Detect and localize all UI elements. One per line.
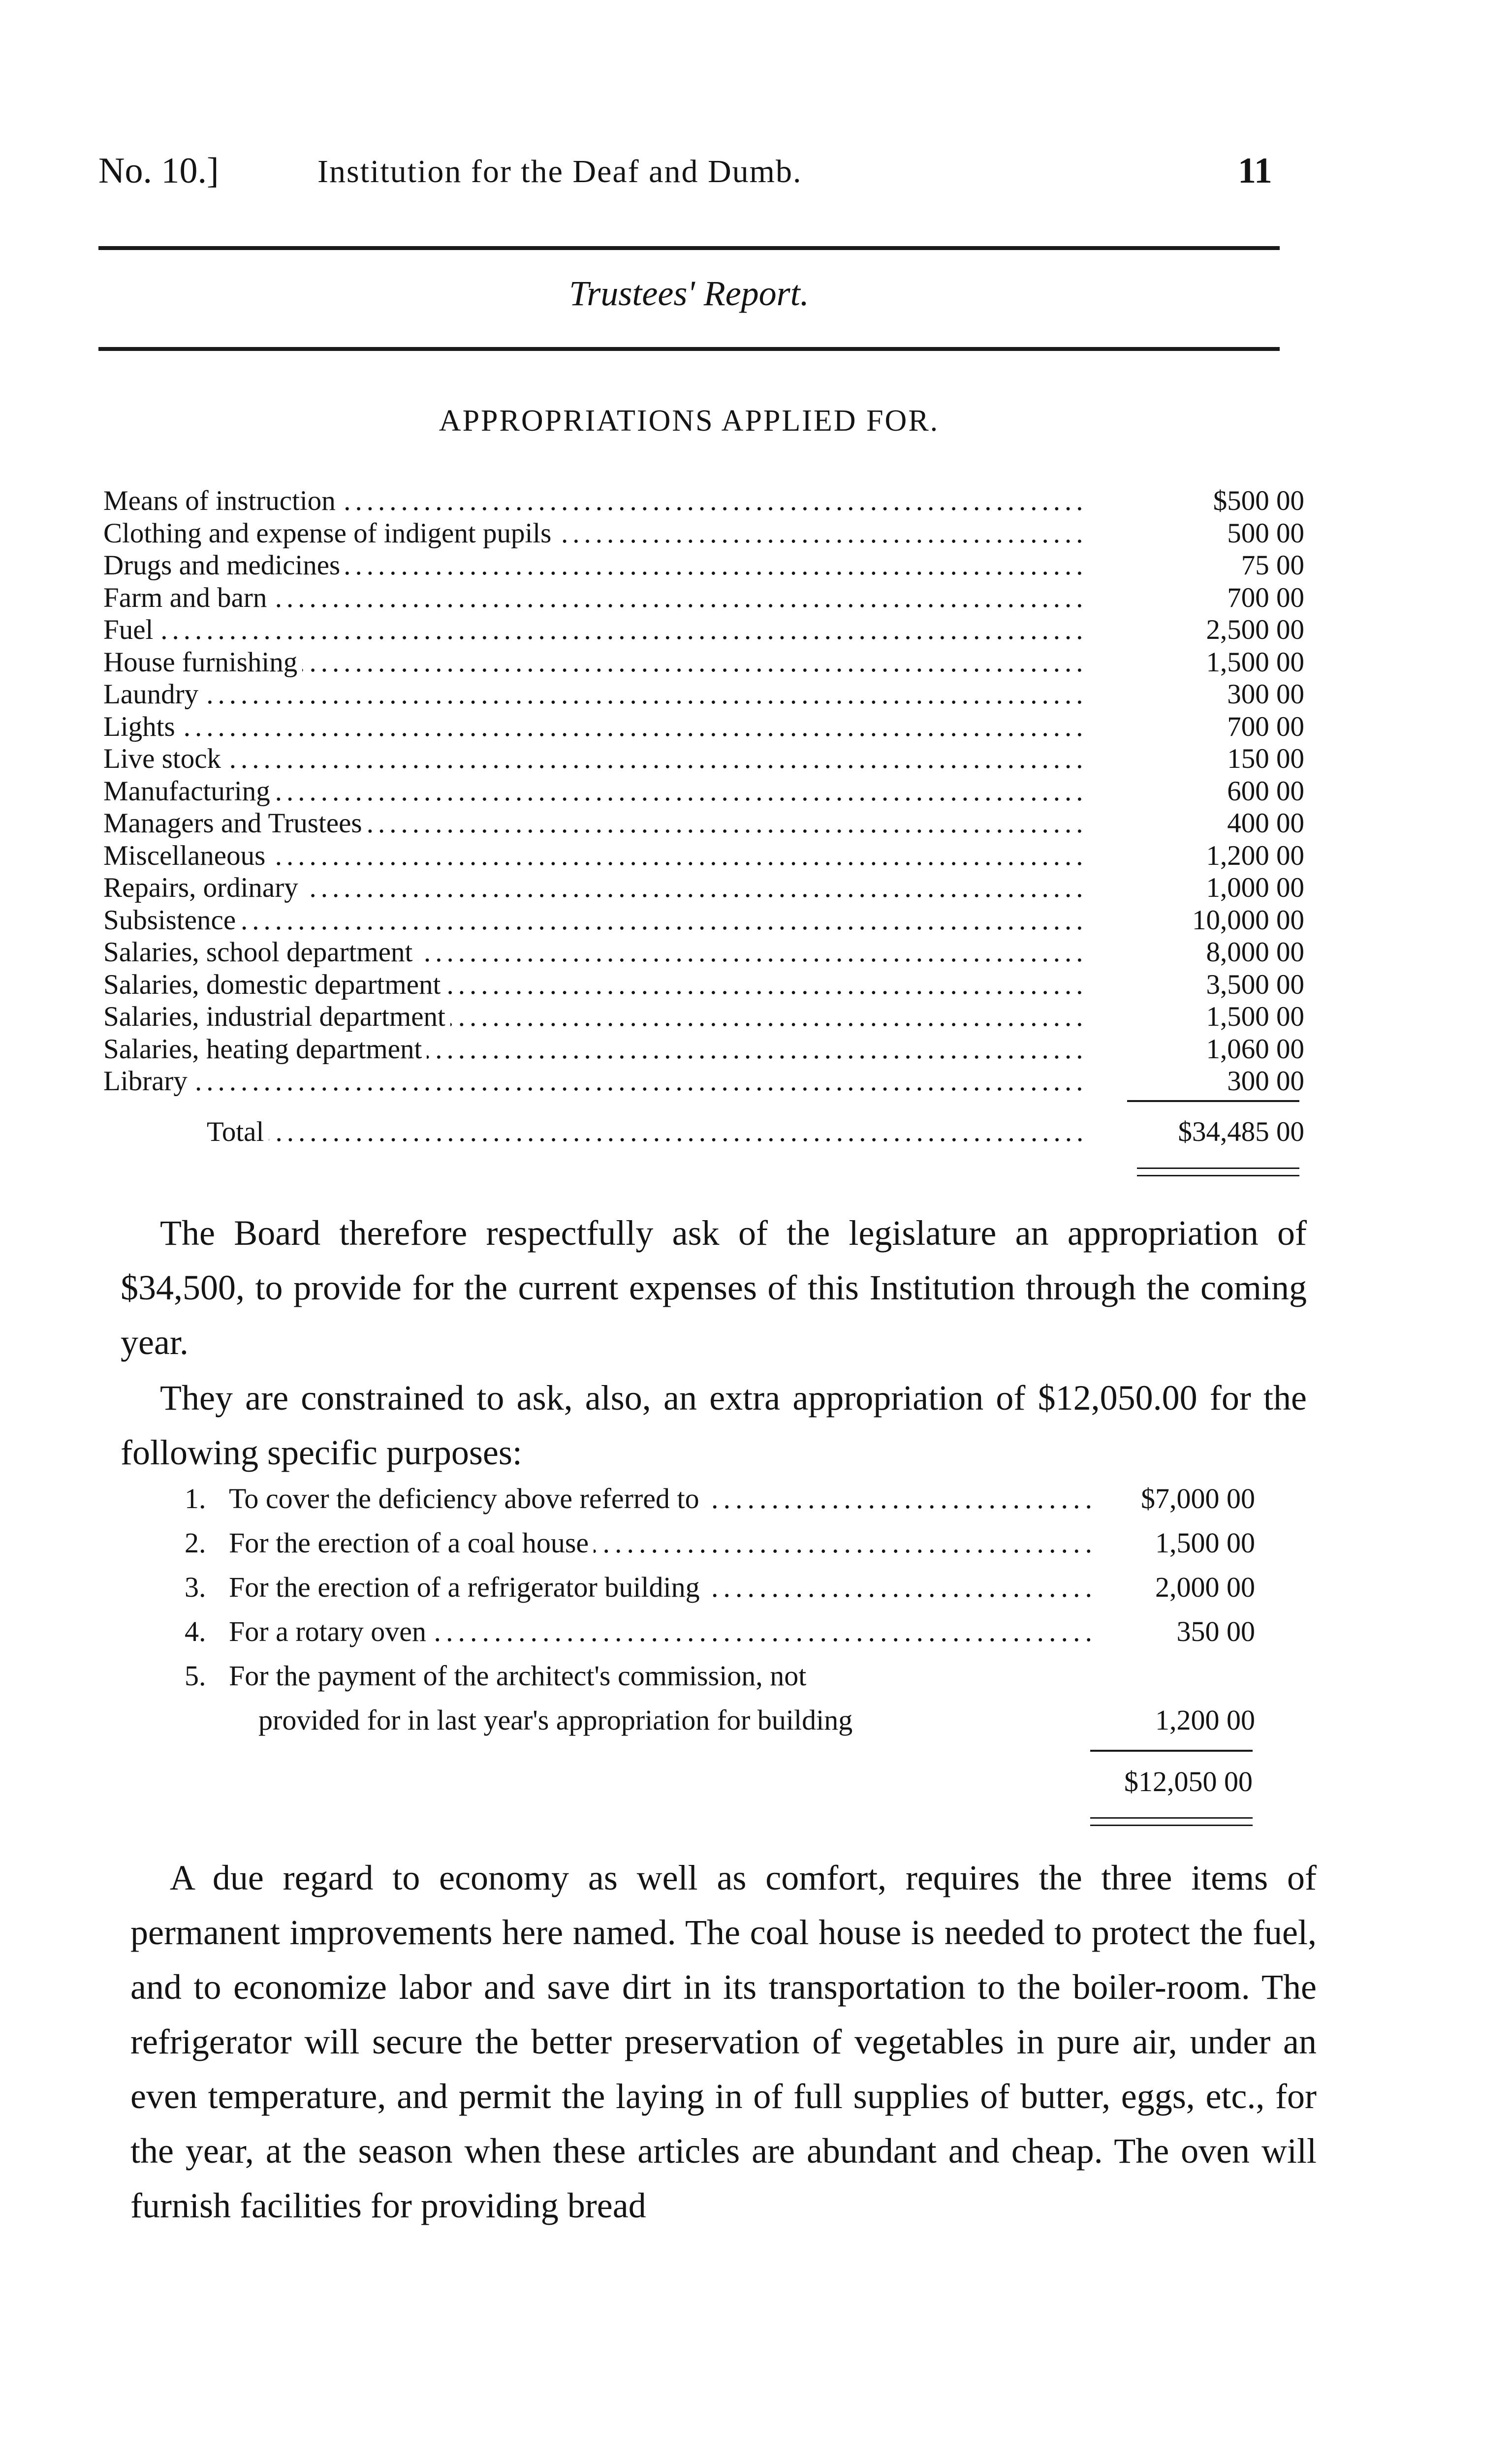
row-amount: 2,500 00 — [1206, 614, 1304, 645]
table-row — [103, 840, 1304, 872]
table-row — [103, 904, 1304, 937]
list-item-continuation — [185, 1698, 1255, 1742]
document-number: No. 10.] — [98, 151, 219, 191]
table-row — [103, 807, 1304, 840]
row-label: Live stock — [103, 743, 226, 774]
table-row — [103, 646, 1304, 679]
table-row — [103, 1065, 1304, 1098]
table-row — [103, 1033, 1304, 1066]
item-number: 5. — [185, 1660, 206, 1692]
list-item — [185, 1609, 1255, 1654]
row-amount: 700 00 — [1227, 711, 1304, 742]
row-amount: 600 00 — [1227, 775, 1304, 807]
row-amount: 400 00 — [1227, 808, 1304, 839]
total-label: Total — [207, 1116, 269, 1147]
item-label: provided for in last year's appropriation for building — [258, 1704, 857, 1736]
row-amount: 700 00 — [1227, 582, 1304, 613]
row-amount: 1,200 00 — [1206, 840, 1304, 871]
item-amount: 1,500 00 — [1155, 1527, 1255, 1559]
item-amount: 1,200 00 — [1155, 1704, 1255, 1736]
row-label: Drugs and medicines — [103, 550, 345, 581]
item-number: 2. — [185, 1527, 206, 1559]
table-row — [103, 936, 1304, 969]
total-rule — [1127, 1100, 1299, 1102]
row-label: Managers and Trustees — [103, 808, 367, 839]
header-rule-top — [98, 246, 1280, 250]
item-label: For a rotary oven — [229, 1615, 431, 1647]
row-amount: 10,000 00 — [1192, 904, 1304, 936]
list-item — [185, 1521, 1255, 1565]
item-amount: 350 00 — [1176, 1615, 1255, 1647]
row-label: House furnishing — [103, 647, 302, 678]
specific-purposes-list — [185, 1477, 1255, 1742]
running-title: Institution for the Deaf and Dumb. — [317, 154, 802, 189]
row-label: Salaries, domestic department — [103, 969, 445, 1000]
row-amount: 500 00 — [1227, 517, 1304, 549]
table-row — [103, 549, 1304, 582]
row-label: Fuel — [103, 614, 158, 645]
table-row — [103, 678, 1304, 711]
row-label: Lights — [103, 711, 180, 742]
item-amount: 2,000 00 — [1155, 1571, 1255, 1603]
row-amount: 150 00 — [1227, 743, 1304, 774]
row-label: Clothing and expense of indigent pupils — [103, 518, 556, 549]
running-header — [98, 150, 1280, 204]
item-number: 4. — [185, 1615, 206, 1647]
row-amount: 1,500 00 — [1206, 1001, 1304, 1032]
item-label: For the erection of a refrigerator building — [229, 1571, 705, 1603]
item-label: For the erection of a coal house — [229, 1527, 594, 1559]
purposes-total: $12,050 00 — [1124, 1766, 1253, 1798]
table-row — [103, 614, 1304, 646]
row-amount: 300 00 — [1227, 1066, 1304, 1097]
row-label: Miscellaneous — [103, 840, 270, 871]
row-label: Salaries, heating department — [103, 1034, 427, 1065]
row-amount: 8,000 00 — [1206, 937, 1304, 968]
row-label: Laundry — [103, 679, 203, 710]
table-row — [103, 872, 1304, 904]
table-row — [103, 517, 1304, 550]
list-item — [185, 1565, 1255, 1609]
row-amount: 3,500 00 — [1206, 969, 1304, 1000]
appropriations-total-row — [207, 1115, 1304, 1149]
row-label: Salaries, industrial department — [103, 1001, 450, 1032]
row-amount: 1,500 00 — [1206, 646, 1304, 678]
row-label: Subsistence — [103, 905, 241, 936]
row-label: Library — [103, 1066, 192, 1097]
table-row — [103, 775, 1304, 808]
row-label: Repairs, ordinary — [103, 872, 303, 903]
row-label: Means of instruction — [103, 485, 341, 516]
row-label: Farm and barn — [103, 582, 272, 613]
paragraph-improvements: A due regard to economy as well as comfort, requires the three items of permanent improvements here named. The coal house is needed to protect the fuel, and to economize labor and save dirt in its transportation to the boiler-room. The refrigerator will secure the better preservation of vegetables in pure air, under an even temperature, and permit the laying in of full supplies of butter, eggs, etc., for the year, at the season when these articles are abundant and cheap. The oven will furnish facilities for providing bread — [130, 1858, 1317, 2225]
total-amount: $34,485 00 — [1178, 1116, 1304, 1147]
section-title: APPROPRIATIONS APPLIED FOR. — [439, 404, 940, 438]
row-amount: 1,060 00 — [1206, 1033, 1304, 1065]
row-label: Manufacturing — [103, 776, 275, 807]
table-row — [103, 1001, 1304, 1033]
row-label: Salaries, school department — [103, 937, 417, 968]
appropriations-table — [103, 485, 1304, 1098]
table-row — [103, 743, 1304, 775]
item-number: 3. — [185, 1571, 206, 1603]
total-double-rule — [1137, 1167, 1299, 1176]
table-row — [103, 582, 1304, 614]
item-number: 1. — [185, 1483, 206, 1514]
row-amount: 1,000 00 — [1206, 872, 1304, 903]
row-amount: $500 00 — [1213, 485, 1304, 516]
paragraph-extra-request: They are constrained to ask, also, an extra appropriation of $12,050.00 for the following specific purposes: — [121, 1378, 1307, 1472]
header-rule-bottom — [98, 347, 1280, 351]
paragraph-request: The Board therefore respectfully ask of the legislature an appropriation of $34,500, to provide for the current expenses of this Institution through the coming year. — [121, 1213, 1307, 1362]
row-amount: 75 00 — [1241, 550, 1304, 581]
purposes-double-rule — [1090, 1817, 1253, 1826]
item-label: For the payment of the architect's commission, not — [229, 1660, 811, 1692]
report-subhead: Trustees' Report. — [569, 274, 809, 313]
list-item — [185, 1477, 1255, 1521]
row-amount: 300 00 — [1227, 679, 1304, 710]
item-amount: $7,000 00 — [1141, 1483, 1255, 1514]
table-row — [103, 485, 1304, 517]
purposes-total-rule — [1090, 1750, 1253, 1752]
table-row — [103, 711, 1304, 743]
page-number: 11 — [1238, 151, 1272, 191]
list-item — [185, 1654, 1255, 1698]
table-row — [103, 969, 1304, 1001]
item-label: To cover the deficiency above referred to — [229, 1483, 704, 1514]
